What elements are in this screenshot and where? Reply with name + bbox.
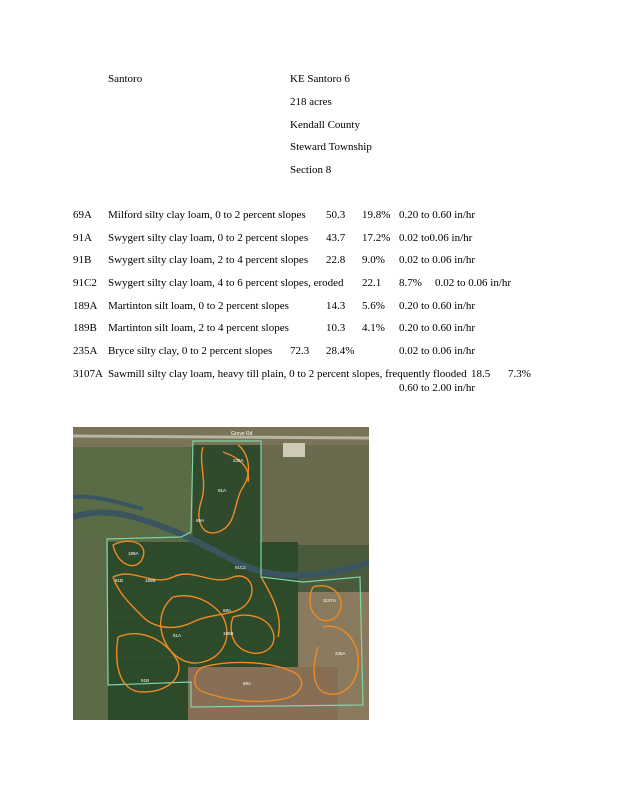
soil-permeability: 0.02 to 0.06 in/hr (399, 345, 476, 357)
soil-percent: 19.8% (362, 209, 391, 221)
soil-permeability: 0.20 to 0.60 in/hr (399, 300, 476, 312)
client-name: Santoro (108, 73, 143, 85)
soil-code: 3107A (73, 368, 103, 380)
north-road (73, 436, 369, 438)
soil-name: Milford silty clay loam, 0 to 2 percent slopes (108, 209, 306, 221)
map-label: 91B (115, 578, 124, 583)
soil-permeability: 0.02 to 0.06 in/hr (399, 254, 476, 266)
map-label: 235A (233, 458, 244, 463)
soil-acres: 43.7 (326, 232, 346, 244)
soil-name: Martinton silt loam, 2 to 4 percent slopes (108, 322, 289, 334)
soil-name: Bryce silty clay, 0 to 2 percent slopes (108, 345, 273, 357)
soil-name: Martinton silt loam, 0 to 2 percent slopes (108, 300, 289, 312)
farmstead (283, 443, 305, 457)
south-field (188, 667, 338, 720)
map-label: 69A (223, 608, 232, 613)
soil-percent: 17.2% (362, 232, 391, 244)
soil-acres: 18.5 (471, 368, 491, 380)
soil-percent: 28.4% (326, 345, 355, 357)
soil-code: 189B (73, 322, 97, 334)
soil-name: Swygert silty clay loam, 4 to 6 percent slopes, eroded (108, 277, 344, 289)
map-label: 3107A (323, 598, 337, 603)
northeast-field (261, 445, 369, 545)
soil-permeability: 0.02 to 0.06 in/hr (435, 277, 512, 289)
farm-name: KE Santoro 6 (290, 73, 350, 85)
soil-permeability: 0.20 to 0.60 in/hr (399, 322, 476, 334)
soil-code: 91C2 (73, 277, 97, 289)
map-label: 91B (141, 678, 150, 683)
soil-map-image (73, 427, 369, 720)
map-label: 69A (243, 681, 252, 686)
soil-acres: 22.1 (362, 277, 382, 289)
map-label: 235A (335, 651, 346, 656)
soil-percent: 8.7% (399, 277, 422, 289)
soil-name: Sawmill silty clay loam, heavy till plain, 0 to 2 percent slopes, frequently flooded (108, 368, 467, 380)
soil-code: 91A (73, 232, 92, 244)
map-label: 91A (218, 488, 227, 493)
township: Steward Township (290, 141, 372, 153)
aerial-map (73, 427, 369, 720)
soil-acres: 10.3 (326, 322, 346, 334)
soil-permeability: 0.02 to0.06 in/hr (399, 232, 473, 244)
map-label: 91C2 (235, 565, 246, 570)
map-label: 91A (173, 633, 182, 638)
map-label: 189B (223, 631, 234, 636)
soil-name: Swygert silty clay loam, 0 to 2 percent slopes (108, 232, 309, 244)
soil-code: 69A (73, 209, 92, 221)
map-label: 69A (196, 518, 205, 523)
county: Kendall County (290, 119, 360, 131)
map-label: 189B (145, 578, 156, 583)
soil-percent: 5.6% (362, 300, 385, 312)
soil-acres: 50.3 (326, 209, 346, 221)
soil-permeability: 0.20 to 0.60 in/hr (399, 209, 476, 221)
soil-percent: 7.3% (508, 368, 531, 380)
soil-code: 189A (73, 300, 98, 312)
soil-percent: 4.1% (362, 322, 385, 334)
soil-acres: 22.8 (326, 254, 346, 266)
soil-acres: 72.3 (290, 345, 310, 357)
section: Section 8 (290, 164, 332, 176)
soil-code: 235A (73, 345, 98, 357)
road-label: Grove Rd (231, 431, 253, 437)
soil-code: 91B (73, 254, 92, 266)
map-label: 189A (128, 551, 139, 556)
soil-permeability: 0.60 to 2.00 in/hr (399, 382, 476, 394)
soil-percent: 9.0% (362, 254, 385, 266)
acreage: 218 acres (290, 96, 332, 108)
west-strip (73, 542, 108, 720)
soil-name: Swygert silty clay loam, 2 to 4 percent slopes (108, 254, 309, 266)
soil-acres: 14.3 (326, 300, 346, 312)
